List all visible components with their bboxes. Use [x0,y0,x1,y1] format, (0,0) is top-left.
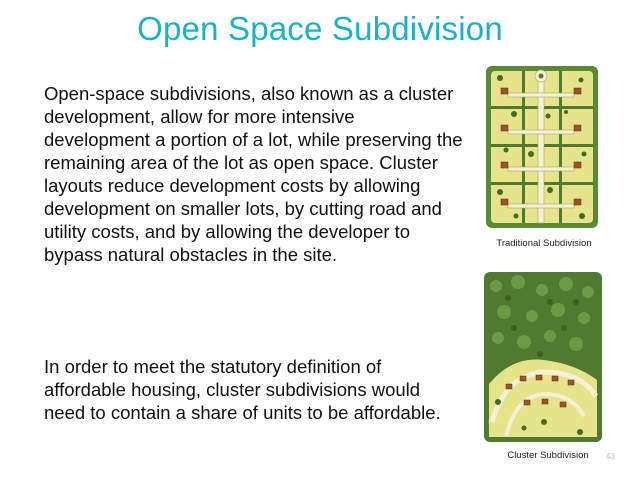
page-number: 43 [606,452,615,461]
slide-title: Open Space Subdivision [137,10,503,47]
cluster-subdivision-image [484,272,602,442]
body-paragraph-1: Open-space subdivisions, also known as a cluster development, allow for more intensive development a portion of a lot, while preserving the remaining area of the lot as open space. Cluster layouts reduce development costs by allowing development on smaller lots, by cutting road and utility costs, and by allowing the developer to bypass natural obstacles in the site. [44,83,463,265]
traditional-subdivision-image [486,66,598,228]
traditional-subdivision-caption: Traditional Subdivision [496,238,592,249]
cluster-subdivision-caption: Cluster Subdivision [507,450,589,461]
body-paragraph-2: In order to meet the statutory definition of affordable housing, cluster subdivisions would need to contain a share of units to be affordable. [44,356,441,423]
